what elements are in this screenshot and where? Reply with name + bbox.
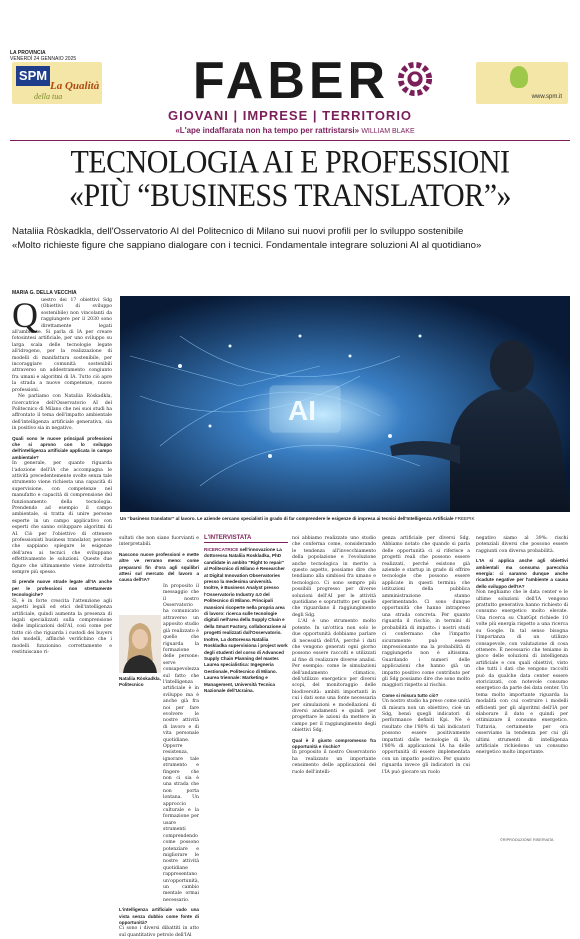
spm-logo: SPM [16, 66, 50, 86]
article-photo [120, 296, 570, 512]
spm-slogan-1: La Qualità [50, 80, 100, 92]
col4-lead: genza artificiale per diversi Sdg. Abbiamo notato che quando si parla delle opportunità ci si riferisce a progetti reali che possono essere realizzati, perché esistono già aziende e startup in grado di offrire tecnologie che possono essere applicate in questi termini: che istituzioni della pubblica amministrazione stanno sperimentando. Ci sono dunque opportunità che hanno intrapreso una strada concreta. Per quanto riguarda il rischio, in termini di probabilità di impatto: i nostri studi ci confermano che l'impatto sicuramente può essere impressionante ma la probabilità di raggiungerlo non è altissima. Guardando i numeri delle applicazioni che hanno già un impatto positivo come contributo per gli Sdg possiamo dire che sono molto maggiori rispetto al rischio. [382, 536, 470, 689]
copyright-note: ©RIPRODUZIONE RISERVATA [500, 838, 554, 842]
spm-badge[interactable] [12, 62, 102, 104]
col1-lead: Questro dei 17 obiettivi Sdg (Obiettivi di sviluppo sostenibile) non vincolanti da raggiungere per il 2030 sono direttamente legati all'ambiente. Si parla di IA per creare fotosintesi artificiale, per uno sviluppo su larga scala delle tecnologie legate all'idrogeno, per la realizzazione di modelli di manifattura sostenibile, per incoraggiare comunità sostenibili attraverso un addestramento congiunto fra umani e algoritmi di IA. Tutto ciò apre la strada a nuove competenze, nuove professioni. [12, 295, 112, 393]
col3-answer-1: In proposito il nostro Osservatorio ha realizzato un importante censimento delle applicazioni del ruolo dell'intelli- [292, 750, 376, 775]
col1-paragraph: Ne parliamo con Nataliia Ròskadkla, ricercatrice dell'Osservatorio AI del Politecnico di Milano che nei suoi studi ha affrontato il tema dell'impatto ambientale dell'intelligenza artificiale generativa, sia in positivo sia in negativo. [12, 394, 112, 432]
photo-illustration [120, 296, 570, 512]
col1-answer-1: In generale, per quanto riguarda l'adozione dell'IA che accompagna le attività precedentemente svolte senza tale strumento viene richiesta una capacità di supervisione, con competenze nel manufatto e capacità di comprensione del funzionamento della tecnologia. Prendendo ad esempio il campo ambientale, si tratta di unire persone esperte in un campo applicativo con esperti che sanno sviluppare algoritmi di AI. Ciò per l'obiettivo di ottenere professionisti business translator, persone che sappiano spiegare le esigenze dell'area ai tecnici che sviluppano effettivamente le soluzioni. Queste due figure che ultimamente viene introdotta sempre più spesso. [12, 461, 112, 576]
photo-caption [120, 516, 572, 521]
col3-lead: noi abbiamo realizzato uno studio che conferma come, considerando le tendenza all'invecchiamento della popolazione e l'evoluzione anche tecnologica in merito a questo aspetto, possiamo dire che tendiamo alla simbiosi fra umano e tecnologico. Ci sono sempre più possibili progresso per diverse soluzioni dell'AI per le attività quotidiane e soprattutto per quelle che riguardano il raggiungimento degli Sdg. [292, 536, 376, 618]
spm-web-badge[interactable] [476, 62, 568, 104]
column-5 [476, 536, 568, 834]
portrait-illustration [119, 615, 161, 673]
col5-answer-1: Non neghiamo che le data center e le ultime soluzioni dell'IA vengono prattutto generativa hanno richiesto di consumo energetico molto elevate. Una ricerca su ChatGpt richiede 10 volte più energia rispetto a una ricerca su Google. In tal senso bisogna l'importanza di un utilizzo consapevole, con valutazione di cosa ottenere. È necessario che teniamo in gioco delle soluzioni di intelligenza artificiale e con quali obiettivi, visto che tutti i dati che vengono raccolti può da qualche data center essere storicizzati, con notevole consumo energetico da parte dei data center. Un tema molto importante riguarda la modalità con cui costruire i modelli efficienti per gli algoritmi dell'IA per elaborare il dato e quindi per ottimizzare il consumo energetico. Tuttavia, certamente per ora osserviamo la tendenza per cui gli ultimi strumenti di intelligenza artificiale richiedono un consumo energetico molto importante. [476, 590, 568, 756]
spm-slogan-2: della tua [34, 92, 63, 101]
byline: MARIA G. DELLA VECCHIA [12, 290, 77, 296]
deck-line-2: «Molto richieste figure che sappiano dialogare con i tecnici. Fondamentale integrare soluzioni AI al quotidiano» [12, 240, 482, 251]
interview-box [204, 535, 288, 694]
col2-question-1: Nascono nuove professioni e mette altre ve rerramo meno: come prepararsi fin d'ora agli squilibri attesi sul mercato del lavoro a causa dell'IA? [119, 551, 199, 583]
col2-answer-1: In proposito il messaggio che il nostro Osservatorio ha comunicato attraverso un apposito studio già realizzato è quello che riguarda la formazione delle persone: serve consapevolezza sul fatto che l'intelligenza artificiale è in sviluppo ma è anche già fra noi per fare evolvere le nostre attività di lavoro e di vita personale quotidiane. Opporre resistenza, ignorare tale strumento e fingere che non ci sia è una strada che non porta lontana. Un approccio culturale e la formazione per usare strumenti comprendendo come possono potenziare e migliorare le nostre attività quotidiane rappresentano un'opportunità, un cambio mentale ormai necessario. [163, 583, 200, 903]
col3-paragraph: L'AI è uno strumento molto potente. In un'ottica non solo le due opportunità dobbiamo parlare di necessità dell'IA, perché i dati che vengono generati ogni giorno possono essere raccolti e utilizzati al fine di realizzare diverse analisi. Per esempio: come le simulazioni dell'andamento climatico, dell'utilizzo energetico per diversi scopi, del monitoraggio delle biodiversità: ambiti importanti in cui i dati sono una fonte necessaria per simulazioni e modellazioni di diversi andamenti e quindi per progettare le azioni da mettere in campo per il raggiungimento degli obiettivi Sdg. [292, 619, 376, 734]
col4-question-1: Come si misura tutto ciò? [382, 692, 439, 698]
portrait-caption: Nataliia Ròskadkla, Politecnico [119, 676, 161, 687]
col5-lead: negativo siamo al 39%: rischi potenziali diversi che possono essere raggiunti con diversa probabilità. [476, 536, 568, 554]
masthead-subtitle: GIOVANI | IMPRESE | TERRITORIO [167, 108, 413, 123]
column-4 [382, 536, 470, 836]
publication-header [10, 50, 76, 62]
headline-line-2: «PIÙ “BUSINESS TRANSLATOR”» [68, 177, 512, 214]
publication-date: VENERDÌ 24 GENNAIO 2025 [10, 56, 77, 62]
column-1 [12, 295, 112, 838]
publication-name: LA PROVINCIA [10, 50, 46, 56]
col2-lead: sultati che non siano fuorvianti e interpretabili. [119, 536, 199, 548]
column-3 [292, 536, 376, 836]
col3-question-1: Qual è il giusto compromesso fra opportunità e rischio? [292, 737, 376, 749]
interview-kicker: RICERCATRICE [204, 547, 239, 552]
col2-question-2: L'intelligenza artificiale vado una vista senza dubbio come fonte di opportunità? [119, 907, 199, 925]
spm-url: www.spm.it [531, 94, 562, 100]
lightbulb-icon [510, 66, 528, 88]
interview-body [204, 547, 288, 694]
caption-credit: FREEPIK [454, 516, 475, 521]
col4-answer-1: Un nostro studio ha preso come unità di misura non un obiettivo, cioè un Sdg, bensì quegli indicatori di performance definiti Kpi. Ne è risultato che l'80% di tali indicatori possono essere positivamente impattati dalle tecnologie di IA; l'80% di applicazioni IA ha delle opportunità di essere implementata con un impatto positivo. Per quanto riguarda invece gli indicatori in cui l'IA può giocare un ruolo [382, 699, 470, 775]
quote-text: «L'ape indaffarata non ha tempo per rattristarsi» [175, 126, 360, 135]
photo-ai-label: AI [288, 395, 316, 426]
masthead-rule [10, 140, 570, 141]
deck-line-1: Nataliia Ròskadkla, dell'Osservatorio AI del Politecnico di Milano sui nuovi profili per lo sviluppo sostenibile [12, 226, 464, 237]
gear-lightbulb-icon [396, 60, 434, 98]
masthead-quote [110, 126, 480, 135]
interview-text: nell'innovazione La dottoressa Nataliia Roskladka, PhD candidate in ambito "Right to repair" al Politecnico di Milano è Researcher at Digital Innovation Observatories presso la medesima università. Inoltre, è Business Analyst presso l'Osservatorio Industry 4.0 del Politecnico di Milano. Principali mansioni ricoperte nella propria area di lavoro: ricerca sulle tecnologie digitali nell'area della Supply Chain e della Smart Factory, collaborazione ai progetti realizzati dall'Osservatorio. Inoltre, La dottoressa Nataliia Roskladka supervisiona i project work degli studenti del corso di Advanced Supply Chain Planning del master. Laurea specialistica: Ingegneria Gestionale, Politecnico di Milano. Laurea triennale: Marketing e Management, Università Tecnica Nazionale dell'Ucraina. [204, 547, 288, 693]
caption-text: Un “business translator” al lavoro. Le aziende cercano specialisti in grado di far comprendere le esigenze di impresa ai tecnici dell'Intelligenza Artificiale [120, 516, 454, 521]
interview-header: L'INTERVISTATA [204, 535, 288, 543]
dropcap: Q [12, 295, 38, 335]
col5-question-1: L'IA si applica anche agli obiettivi ambientali ma consuma parecchia energia: ci saranno dunque anche ricadute negative per l'ambiente a causa dello sviluppo dell'IA? [476, 558, 568, 589]
headline [10, 146, 570, 213]
headline-line-1: TECNOLOGIA AI E PROFESSIONI [70, 144, 510, 181]
quote-author: WILLIAM BLAKE [361, 128, 415, 135]
col2-answer-2: Ci sono i diversi dibattiti in atto sul quantitativo petrolo dell'IAl [119, 926, 199, 938]
col1-question-1: Quali sono le nuove principali professioni che si aprono con lo sviluppo dell'intelligenza artificiale applicata in campo ambientale? [12, 435, 112, 460]
masthead-title: FABER [192, 52, 390, 110]
col1-question-2: Si prende nuove strade legate all'IA anche per le professioni non strettamente tecnologiche? [12, 579, 112, 598]
portrait-photo [119, 615, 161, 673]
col1-answer-2: Sì, è in forte crescita l'attenzione agli aspetti legali ed etici dell'intelligenza artificiale, quindi aumenta la presenza di legali specializzati sulla comprensione delle implicazioni dell'AI, così come per tutto ciò che riguarda i custodi dei buyers dei modelli, affinché verifichino che i modelli funzionino correttamente e restituiscano ri- [12, 598, 112, 655]
